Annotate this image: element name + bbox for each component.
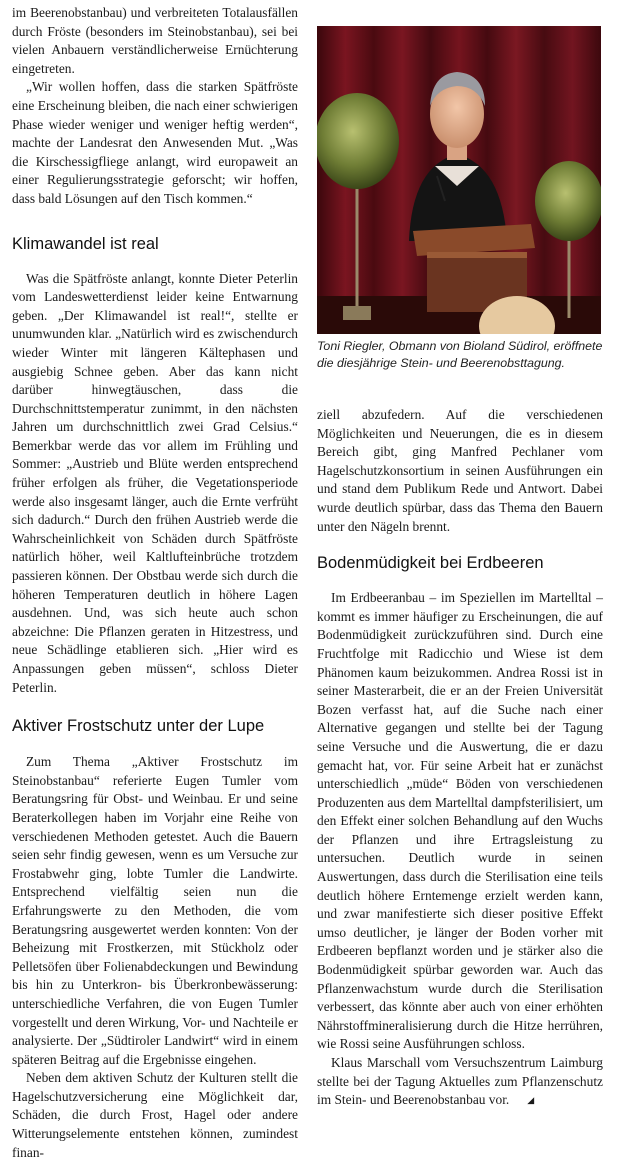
- paragraph: [317, 1054, 603, 1110]
- paragraph: Neben dem aktiven Schutz der Kulturen stellt die Hagelschutzversicherung eine Möglichkeit dar, Schäden, die durch Frost, Hagel oder andere Witterungselemente entstehen können, zumindest finan-: [12, 1070, 298, 1160]
- left-column: [12, 4, 298, 1162]
- paragraph: Was die Spätfröste anlangt, konnte Dieter Peterlin vom Landeswetterdienst leider keine Entwarnung geben. „Der Klimawandel ist real!“, stellte er unumwunden klar. „Natürlich wird es zwischendurch wieder Winter mit längeren Kältephasen und ausgiebig Schnee geben. Aber das kann nicht darüber hinwegtäuschen, dass die Durchschnittstemperatur zunimmt, in den nächsten Jahren um durchschnittlich zwei Grad Celsius.“ Bemerkbar werde das vor allem im Frühling und Sommer: „Austrieb und Blüte werden entsprechend früher erfolgen als früher, die Vegetationsperiode werde also insgesamt länger, auch die Ernte verfrüht sich dadurch.“ Durch den frühen Austrieb werde die Wahrscheinlichkeit von Schäden durch Spätfröste natürlich höher, weil Kaltlufteinbrüche trotzdem passieren können. Der Obstbau werde sich durch die höheren Temperaturen deutlich in höhere Lagen ausdehnen. Und, was sich heute auch schon abzeichne: Die Pflanzen geraten in Hitzestress, und neue Schädlinge etablieren sich. „Hier wird es Anpassungen geben müssen“, schloss Dieter Peterlin.: [12, 270, 298, 695]
- paragraph: im Beerenobstanbau) und verbreiteten Totalausfällen durch Fröste (besonders im Steinobstanbau), sei bei vielen Anbauern verständlicherweise Ernüchterung eingetreten.: [12, 5, 298, 76]
- section-heading: Aktiver Frostschutz unter der Lupe: [12, 717, 265, 736]
- speaker-photo: [317, 26, 601, 334]
- section-heading: Klimawandel ist real: [12, 234, 159, 253]
- end-of-article-icon: ◢: [527, 1095, 535, 1106]
- speaker-illustration: [317, 26, 601, 334]
- paragraph: Im Erdbeeranbau – im Speziellen im Martelltal – kommt es immer häufiger zu Erscheinungen, die auf Bodenmüdigkeit zurückzuführen sind. Durch eine Fruchtfolge mit Radicchio und Wiese ist dem Phänomen kaum beizukommen. Andrea Rossi ist in seiner Masterarbeit, die er an der Freien Universität Bozen verfasst hat, auf die Suche nach einer Alternative gegangen und stellte bei der Tagung seine Versuche und die Auswertung, die er dazu gemacht hat, vor. Für seine Arbeit hat er zunächst unterschiedlich „müde“ Böden von verschiedenen Produzenten aus dem Martelltal dampfsterilisiert, um den Effekt einer solchen Behandlung auf den Wuchs der Pflanzen und ihre Ertragsleistung zu untersuchen. Deutlich wurde in seinen Auswertungen, dass durch die Sterilisation eine teils deutlich höhere Erntemenge erzielt werden kann, und zwar manifestierte sich dieser positive Effekt umso deutlicher, je länger der Boden vorher mit Erdbeeren bepflanzt worden und je stärker also die Bodenmüdigkeit spürbar geworden war. Auch das Pflanzenwachstum wurde durch die Sterilisation verbessert, das könnte aber auch von einer erhöhten Nährstoffmineralisierung durch die Hitze herrühren, wie Rossi seine Ausführungen schloss.: [317, 590, 603, 1052]
- photo-caption: Toni Riegler, Obmann von Bioland Südirol, eröffnete die diesjährige Stein- und Beerenobsttagung.: [317, 339, 603, 371]
- right-column: [317, 406, 603, 1110]
- final-paragraph-text: Klaus Marschall vom Versuchszentrum Laimburg stellte bei der Tagung Aktuelles zum Pflanzenschutz im Stein- und Beerenobstanbau vor.: [317, 1055, 603, 1108]
- paragraph: „Wir wollen hoffen, dass die starken Spätfröste eine Erscheinung bleiben, die nach einer schwierigen Phase wieder weniger und weniger heftig werden“, machte der Landesrat den Anwesenden Mut. „Was die Kirschessigfliege anlangt, wird europaweit an einer Regulierungsstrategie geforscht; wir hoffen, dass bald Lösungen auf den Tisch kommen.“: [12, 79, 298, 206]
- paragraph: ziell abzufedern. Auf die verschiedenen Möglichkeiten und Neuerungen, die es in diesem Bereich gibt, ging Manfred Pechlaner vom Hagelschutzkonsortium in seinen Ausführungen ein und stand dem Publikum Rede und Antwort. Dabei wurde deutlich spürbar, dass das Thema den Bauern unter den Nägeln brennt.: [317, 407, 603, 534]
- section-heading: Bodenmüdigkeit bei Erdbeeren: [317, 554, 544, 573]
- paragraph: Zum Thema „Aktiver Frostschutz im Steinobstanbau“ referierte Eugen Tumler vom Beratungsring für Obst- und Weinbau. Er und seine Beraterkollegen haben im Vorjahr eine Reihe von verschiedenen Methoden getestet. Auch die Bauern seien sehr findig gewesen, wenn es um Versuche zur Frostabwehr ging, lobte Tumler die Landwirte. Entsprechend vielfältig seien nun die Erfahrungswerte zu den Methoden, die vom Beratungsring ausgewertet werden konnten: Von der Beheizung mit Frostkerzen, mit Stückholz oder Pelletsöfen über Folienabdeckungen und Bewindung bis hin zu Unterkron- bis Überkronbewässerung: unterschiedliche Verfahren, die von Eugen Tumler vorgestellt und deren Wirkung, Vor- und Nachteile er analysierte. Der „Südtiroler Landwirt“ wird in einem späteren Beitrag auf die Ergebnisse eingehen.: [12, 754, 298, 1067]
